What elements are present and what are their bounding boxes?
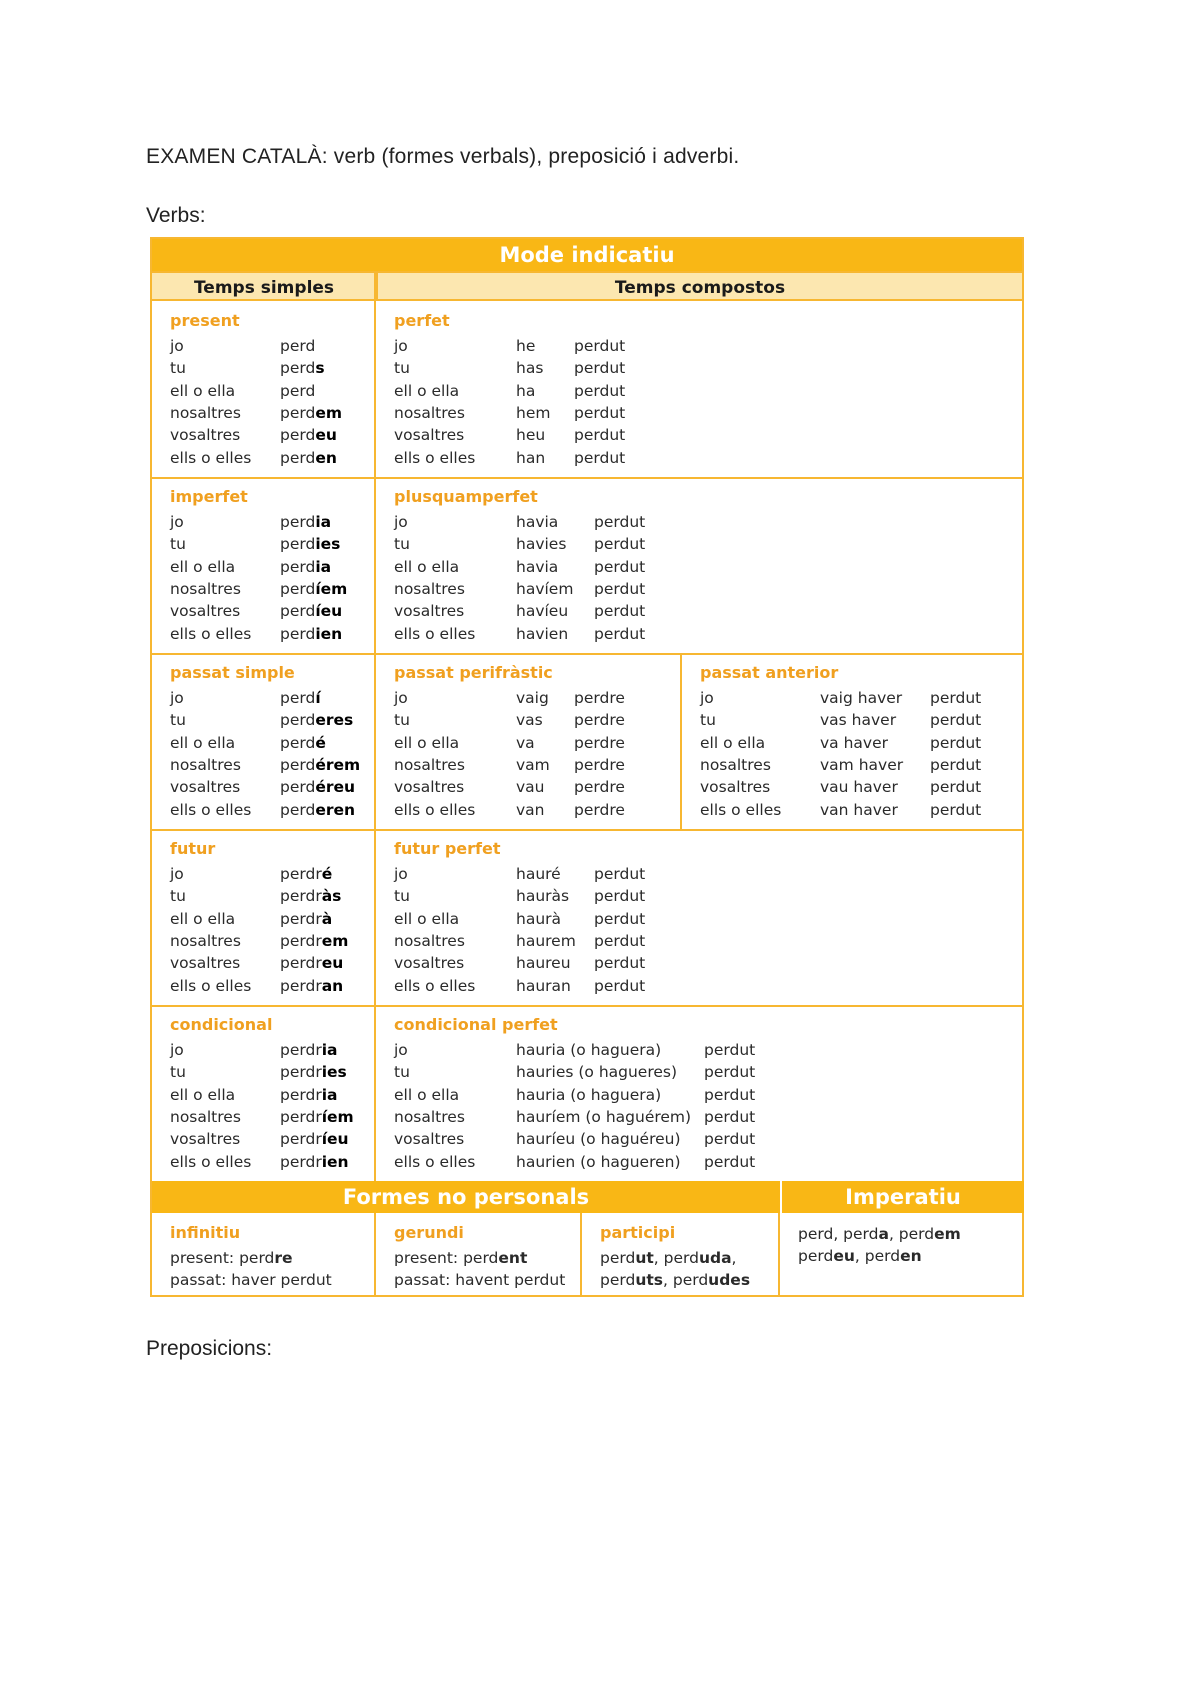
participle-form: perdut: [594, 954, 646, 973]
verb-stem: perdr: [280, 1130, 322, 1149]
participle-form: perdut: [574, 426, 626, 445]
gerundi-passat: passat: havent perdut: [394, 1271, 566, 1289]
participle-form: perdut: [704, 1041, 756, 1059]
verb-ending: eres: [315, 711, 354, 730]
verb-form: [280, 625, 342, 643]
auxiliary-form: vam haver: [820, 755, 904, 774]
person-label: tu: [170, 535, 186, 554]
verb-stem: perd: [280, 337, 316, 355]
auxiliary-form: havien: [516, 624, 569, 643]
verb-stem: perd: [280, 778, 316, 797]
verb-stem: perd: [280, 800, 316, 819]
person-label: ell o ella: [394, 909, 460, 928]
person-label: ell o ella: [170, 733, 236, 752]
person-label: tu: [170, 1063, 186, 1082]
auxiliary-form: haurien (o hagueren): [516, 1152, 681, 1171]
verb-form: [280, 337, 315, 355]
auxiliary-form: haureu: [516, 954, 571, 973]
auxiliary-form: hauria (o haguera): [516, 1041, 662, 1059]
auxiliary-form: hauria (o haguera): [516, 1085, 662, 1104]
participi-part: perd: [600, 1249, 636, 1267]
auxiliary-form: vam: [516, 755, 550, 774]
verb-stem: perdr: [280, 865, 322, 883]
verb-ending: eren: [315, 800, 356, 819]
verb-ending: éreu: [315, 778, 356, 797]
person-label: vosaltres: [170, 602, 241, 621]
auxiliary-form: hauríeu (o haguéreu): [516, 1130, 681, 1149]
verb-ending: íeu: [315, 602, 343, 621]
person-label: ell o ella: [700, 733, 766, 752]
verb-stem: perd: [280, 535, 316, 554]
participle-form: perdut: [574, 381, 626, 400]
auxiliary-form: vau haver: [820, 778, 898, 797]
verb-form: [280, 1108, 354, 1126]
person-label: jo: [394, 865, 408, 883]
infinitiu-present-ending: re: [274, 1249, 293, 1267]
participi-part: uda: [698, 1249, 732, 1267]
person-label: vosaltres: [394, 954, 465, 973]
person-label: ells o elles: [394, 624, 476, 643]
participle-form: perdut: [704, 1107, 756, 1126]
verb-form: [280, 977, 343, 995]
plusquamperfet-title: plusquamperfet: [394, 487, 538, 506]
verb-form: [280, 801, 355, 819]
auxiliary-form: hauríem (o haguérem): [516, 1107, 692, 1126]
column-divider: [580, 1213, 582, 1295]
person-label: vosaltres: [170, 1130, 241, 1149]
person-label: ells o elles: [700, 800, 782, 819]
participle-form: perdut: [594, 976, 646, 995]
person-label: ell o ella: [170, 909, 236, 928]
participle-form: perdut: [594, 535, 646, 554]
person-label: tu: [394, 1063, 410, 1082]
imperfet-title: imperfet: [170, 487, 248, 506]
verb-form: [280, 558, 331, 576]
person-label: jo: [170, 865, 184, 883]
participle-form: perdut: [594, 557, 646, 576]
verb-stem: perdr: [280, 1063, 322, 1082]
verb-stem: perdr: [280, 887, 322, 906]
participle-form: perdut: [930, 689, 982, 707]
verb-ending: í: [315, 689, 321, 707]
column-divider: [374, 271, 376, 1181]
person-label: ells o elles: [170, 976, 252, 995]
verb-ending: em: [315, 403, 342, 422]
person-label: jo: [394, 337, 408, 355]
preposicions-section-label: Preposicions:: [146, 1337, 273, 1360]
person-label: ell o ella: [170, 381, 236, 400]
person-label: ell o ella: [394, 733, 460, 752]
verb-form: [280, 954, 343, 972]
condicional-perfet-title: condicional perfet: [394, 1015, 558, 1034]
person-label: tu: [170, 359, 186, 378]
formes-no-personals-banner: Formes no personals: [152, 1181, 780, 1213]
conjugation-table: [150, 237, 1024, 1297]
verb-stem: perd: [280, 403, 316, 422]
imperatiu-part: perd: [798, 1247, 834, 1265]
person-label: ell o ella: [170, 1085, 236, 1104]
verb-ending: eu: [321, 954, 344, 973]
column-divider: [778, 1213, 780, 1295]
verb-ending: íem: [315, 579, 348, 598]
verb-form: [280, 711, 353, 729]
gerundi-title: gerundi: [394, 1223, 464, 1242]
verb-ending: eu: [315, 426, 337, 445]
imperatiu-banner: Imperatiu: [780, 1181, 1024, 1213]
participle-form: perdre: [574, 755, 625, 774]
auxiliary-form: vaig: [516, 689, 549, 707]
person-label: ells o elles: [170, 624, 252, 643]
verb-form: [280, 404, 342, 422]
infinitiu-passat: passat: haver perdut: [170, 1271, 332, 1289]
verb-form: [280, 910, 332, 928]
infinitiu-present: [170, 1249, 293, 1267]
imperatiu-part: em: [934, 1225, 961, 1243]
imperatiu-part: eu: [833, 1247, 855, 1265]
person-label: ells o elles: [170, 448, 252, 467]
participi-title: participi: [600, 1223, 676, 1242]
auxiliary-form: hauràs: [516, 887, 570, 906]
verb-form: [280, 756, 360, 774]
auxiliary-form: haurem: [516, 931, 576, 950]
person-label: nosaltres: [394, 931, 465, 950]
participi-line2: [600, 1271, 750, 1289]
auxiliary-form: vau: [516, 778, 545, 797]
participle-form: perdre: [574, 711, 625, 730]
block-separator: [152, 477, 1022, 479]
participle-form: perdut: [594, 887, 646, 906]
person-label: jo: [394, 689, 408, 707]
verb-form: [280, 535, 340, 553]
person-label: vosaltres: [170, 426, 241, 445]
person-label: nosaltres: [394, 579, 465, 598]
verb-ending: em: [321, 931, 349, 950]
person-label: ell o ella: [170, 557, 236, 576]
block-separator: [152, 1005, 1022, 1007]
imperatiu-part: a: [878, 1225, 889, 1243]
person-label: nosaltres: [394, 403, 465, 422]
participle-form: perdre: [574, 778, 625, 797]
imperatiu-part: perd, perd: [798, 1225, 879, 1243]
verb-form: [280, 513, 331, 531]
temps-simples-header: Temps simples: [152, 271, 376, 301]
verb-form: [280, 1086, 337, 1104]
verb-stem: perd: [280, 381, 316, 400]
verb-stem: perd: [280, 689, 316, 707]
auxiliary-form: van haver: [820, 800, 898, 819]
block-separator: [152, 829, 1022, 831]
person-label: jo: [170, 1041, 184, 1059]
person-label: nosaltres: [170, 1107, 241, 1126]
mode-indicatiu-banner: Mode indicatiu: [152, 239, 1022, 271]
person-label: tu: [170, 711, 186, 730]
verb-form: [280, 865, 332, 883]
verb-stem: perdr: [280, 1107, 322, 1126]
participi-part: , perd: [653, 1249, 699, 1267]
person-label: tu: [700, 711, 716, 730]
verb-stem: perdr: [280, 976, 322, 995]
participle-form: perdut: [594, 579, 646, 598]
participle-form: perdut: [704, 1152, 756, 1171]
person-label: tu: [394, 711, 410, 730]
verb-form: [280, 426, 337, 444]
participle-form: perdut: [930, 711, 982, 730]
person-label: tu: [170, 887, 186, 906]
verb-form: [280, 359, 325, 377]
person-label: nosaltres: [170, 579, 241, 598]
auxiliary-form: vaig haver: [820, 689, 903, 707]
verb-form: [280, 1041, 337, 1059]
auxiliary-form: vas: [516, 711, 543, 730]
verb-stem: perdr: [280, 954, 322, 973]
infinitiu-title: infinitiu: [170, 1223, 241, 1242]
participle-form: perdut: [594, 513, 646, 531]
participle-form: perdut: [930, 733, 982, 752]
document-title: EXAMEN CATALÀ: verb (formes verbals), preposició i adverbi.: [146, 145, 740, 168]
gerundi-present-ending: ent: [498, 1249, 528, 1267]
auxiliary-form: haurà: [516, 909, 562, 928]
block-separator: [152, 653, 1022, 655]
participi-part: ,: [731, 1249, 737, 1267]
person-label: jo: [394, 513, 408, 531]
verb-ending: s: [315, 359, 325, 378]
participle-form: perdut: [704, 1063, 756, 1082]
verb-stem: perd: [280, 557, 316, 576]
auxiliary-form: hem: [516, 403, 551, 422]
person-label: vosaltres: [394, 778, 465, 797]
person-label: ell o ella: [394, 557, 460, 576]
verb-ending: íem: [321, 1107, 354, 1126]
auxiliary-form: havíeu: [516, 602, 569, 621]
participle-form: perdut: [930, 778, 982, 797]
person-label: nosaltres: [170, 403, 241, 422]
verb-stem: perd: [280, 624, 316, 643]
person-label: tu: [394, 535, 410, 554]
participle-form: perdut: [704, 1085, 756, 1104]
verbs-section-label: Verbs:: [146, 204, 206, 227]
person-label: ell o ella: [394, 381, 460, 400]
person-label: nosaltres: [394, 755, 465, 774]
verb-ending: é: [315, 733, 326, 752]
auxiliary-form: he: [516, 337, 536, 355]
auxiliary-form: hauran: [516, 976, 571, 995]
person-label: jo: [700, 689, 714, 707]
futur-title: futur: [170, 839, 216, 858]
auxiliary-form: va: [516, 733, 535, 752]
participle-form: perdut: [574, 403, 626, 422]
verb-stem: perd: [280, 513, 316, 531]
participle-form: perdut: [594, 624, 646, 643]
participle-form: perdut: [594, 909, 646, 928]
perfet-title: perfet: [394, 311, 450, 330]
person-label: ells o elles: [394, 976, 476, 995]
person-label: jo: [170, 513, 184, 531]
verb-ending: às: [321, 887, 342, 906]
verb-stem: perd: [280, 448, 316, 467]
verb-form: [280, 382, 315, 400]
verb-ending: é: [321, 865, 333, 883]
verb-stem: perd: [280, 711, 316, 730]
verb-stem: perd: [280, 733, 316, 752]
verb-ending: ien: [315, 624, 343, 643]
participle-form: perdut: [594, 931, 646, 950]
imperatiu-part: , perd: [854, 1247, 901, 1265]
participle-form: perdut: [574, 359, 626, 378]
auxiliary-form: va haver: [820, 733, 889, 752]
auxiliary-form: has: [516, 359, 544, 378]
participle-form: perdut: [704, 1130, 756, 1149]
verb-stem: perdr: [280, 909, 322, 928]
verb-ending: ia: [315, 557, 332, 576]
verb-ending: ia: [315, 513, 332, 531]
verb-stem: perdr: [280, 931, 322, 950]
verb-ending: ies: [315, 535, 341, 554]
participle-form: perdre: [574, 689, 625, 707]
person-label: vosaltres: [394, 1130, 465, 1149]
person-label: tu: [394, 887, 410, 906]
verb-form: [280, 580, 347, 598]
person-label: nosaltres: [700, 755, 771, 774]
verb-stem: perd: [280, 579, 316, 598]
verb-stem: perdr: [280, 1152, 322, 1171]
verb-stem: perd: [280, 359, 316, 378]
participi-part: perd: [600, 1271, 636, 1289]
auxiliary-form: vas haver: [820, 711, 897, 730]
auxiliary-form: havia: [516, 557, 559, 576]
person-label: ells o elles: [394, 800, 476, 819]
auxiliary-form: hauries (o hagueres): [516, 1063, 678, 1082]
passat-simple-title: passat simple: [170, 663, 295, 682]
person-label: nosaltres: [170, 755, 241, 774]
column-divider: [680, 653, 682, 829]
auxiliary-form: havíem: [516, 579, 574, 598]
verb-form: [280, 887, 341, 905]
verb-ending: íeu: [321, 1130, 349, 1149]
auxiliary-form: havia: [516, 513, 559, 531]
condicional-title: condicional: [170, 1015, 273, 1034]
verb-ending: an: [321, 976, 344, 995]
verb-ending: à: [321, 909, 333, 928]
person-label: ells o elles: [170, 800, 252, 819]
verb-stem: perdr: [280, 1085, 322, 1104]
infinitiu-present-prefix: present: perd: [170, 1249, 275, 1267]
verb-form: [280, 689, 321, 707]
imperatiu-part: , perd: [888, 1225, 935, 1243]
verb-form: [280, 1063, 347, 1081]
person-label: ell o ella: [394, 1085, 460, 1104]
participle-form: perdut: [930, 755, 982, 774]
verb-ending: ien: [321, 1152, 349, 1171]
verb-form: [280, 778, 355, 796]
passat-anterior-title: passat anterior: [700, 663, 839, 682]
column-divider: [374, 1213, 376, 1295]
person-label: ells o elles: [394, 448, 476, 467]
imperatiu-line1: [798, 1225, 961, 1243]
auxiliary-form: han: [516, 448, 546, 467]
person-label: vosaltres: [394, 602, 465, 621]
person-label: jo: [170, 337, 184, 355]
verb-ending: érem: [315, 755, 361, 774]
present-title: present: [170, 311, 240, 330]
gerundi-present-prefix: present: perd: [394, 1249, 499, 1267]
verb-form: [280, 449, 337, 467]
auxiliary-form: havies: [516, 535, 567, 554]
participle-form: perdut: [574, 448, 626, 467]
participi-part: , perd: [663, 1271, 709, 1289]
passat-perifrastic-title: passat perifràstic: [394, 663, 553, 682]
participle-form: perdut: [594, 602, 646, 621]
participle-form: perdut: [930, 800, 982, 819]
verb-stem: perd: [280, 755, 316, 774]
person-label: nosaltres: [394, 1107, 465, 1126]
verb-ending: ia: [321, 1041, 338, 1059]
imperatiu-line2: [798, 1247, 922, 1265]
gerundi-present: [394, 1249, 527, 1267]
auxiliary-form: heu: [516, 426, 546, 445]
person-label: vosaltres: [394, 426, 465, 445]
person-label: ells o elles: [170, 1152, 252, 1171]
participi-part: udes: [708, 1271, 751, 1289]
verb-stem: perd: [280, 426, 316, 445]
verb-form: [280, 734, 326, 752]
auxiliary-form: hauré: [516, 865, 561, 883]
imperatiu-part: en: [900, 1247, 922, 1265]
verb-form: [280, 602, 342, 620]
auxiliary-form: van: [516, 800, 545, 819]
person-label: jo: [170, 689, 184, 707]
participle-form: perdut: [594, 865, 646, 883]
person-label: tu: [394, 359, 410, 378]
verb-ending: ia: [321, 1085, 338, 1104]
participle-form: perdut: [574, 337, 626, 355]
person-label: vosaltres: [700, 778, 771, 797]
participle-form: perdre: [574, 733, 625, 752]
verb-stem: perdr: [280, 1041, 322, 1059]
auxiliary-form: ha: [516, 381, 536, 400]
verb-ending: ies: [321, 1063, 347, 1082]
participi-part: ut: [635, 1249, 654, 1267]
person-label: jo: [394, 1041, 408, 1059]
person-label: vosaltres: [170, 954, 241, 973]
participi-part: uts: [635, 1271, 663, 1289]
futur-perfet-title: futur perfet: [394, 839, 501, 858]
verb-form: [280, 1153, 349, 1171]
person-label: nosaltres: [170, 931, 241, 950]
verb-stem: perd: [280, 602, 316, 621]
verb-ending: en: [315, 448, 337, 467]
verb-form: [280, 1130, 349, 1148]
temps-compostos-header: Temps compostos: [376, 271, 1022, 301]
verb-form: [280, 932, 348, 950]
person-label: ells o elles: [394, 1152, 476, 1171]
participi-line1: [600, 1249, 736, 1267]
participle-form: perdre: [574, 800, 625, 819]
person-label: vosaltres: [170, 778, 241, 797]
